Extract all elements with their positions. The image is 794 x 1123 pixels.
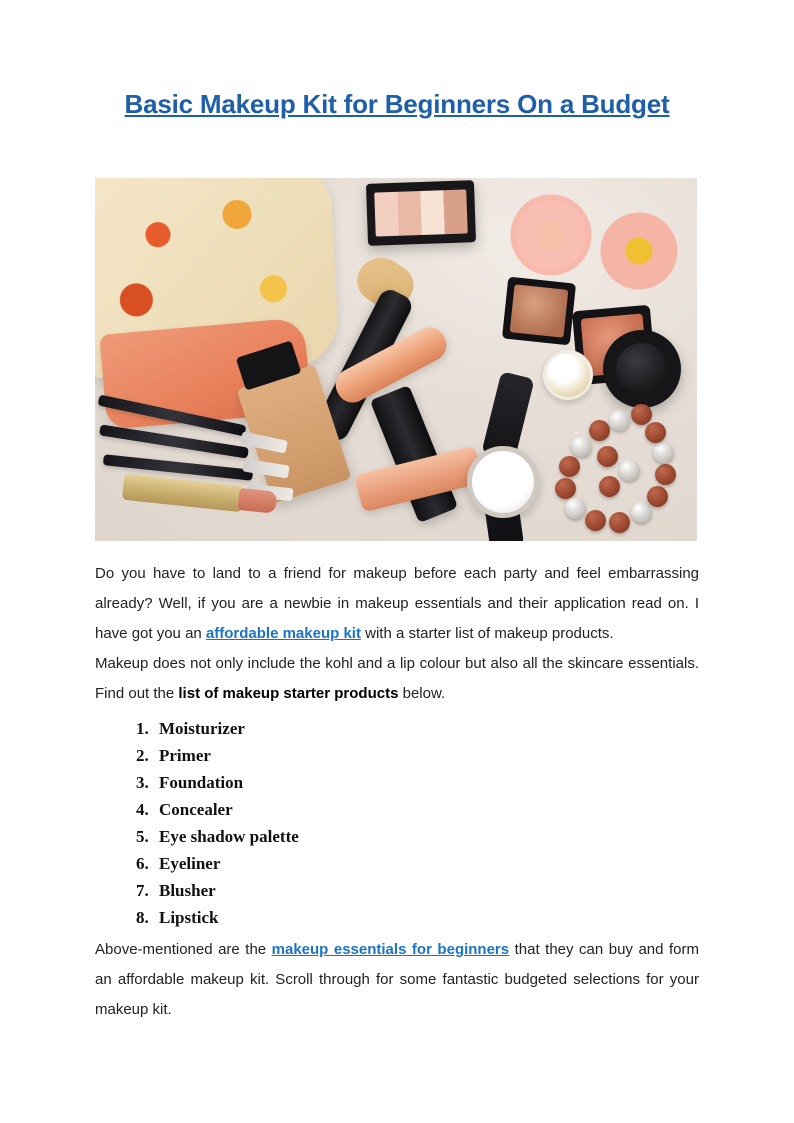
watch-face-object [467, 446, 539, 518]
list-item: 3. Foundation [153, 769, 699, 796]
bead-bracelet-object [535, 402, 685, 532]
closing-paragraph [95, 935, 699, 1025]
list-item: 2. Primer [153, 742, 699, 769]
flower-object [589, 208, 689, 294]
compact-mirror-object [603, 330, 681, 408]
closing-text-part-1: Above-mentioned are the [95, 941, 272, 958]
starter-products-emphasis: list of makeup starter products [178, 685, 399, 702]
makeup-essentials-list [95, 715, 699, 931]
page-title: Basic Makeup Kit for Beginners On a Budget [124, 89, 670, 119]
second-text-part-1: Makeup does not only include the kohl and a lip colour but also all the skincare essentials. Find out the [95, 655, 699, 702]
affordable-makeup-kit-link[interactable]: affordable makeup kit [205, 625, 361, 642]
intro-text-part-2: with a starter list of makeup products. [360, 625, 614, 642]
eyeshadow-pan-object [502, 277, 576, 346]
list-item: 8. Lipstick [153, 904, 699, 931]
hero-image [95, 178, 697, 541]
document-content [95, 88, 699, 1025]
flower-object [499, 192, 603, 278]
makeup-essentials-for-beginners-link[interactable]: makeup essentials for beginners [271, 941, 510, 958]
list-item: 6. Eyeliner [153, 850, 699, 877]
closing-text-part-2: that they can buy and form an affordable makeup kit. Scroll through for some fantastic budgeted selections for your makeup kit. [95, 941, 699, 1018]
list-item: 1. Moisturizer [153, 715, 699, 742]
list-item: 5. Eye shadow palette [153, 823, 699, 850]
second-paragraph [95, 649, 699, 709]
intro-paragraph [95, 559, 699, 649]
cosmetic-jar-object [543, 350, 593, 400]
list-item: 4. Concealer [153, 796, 699, 823]
list-item: 7. Blusher [153, 877, 699, 904]
second-text-part-2: below. [398, 685, 446, 702]
eyeshadow-quad-palette-object [366, 180, 476, 246]
intro-text-part-1: Do you have to land to a friend for makeup before each party and feel embarrassing already? Well, if you are a newbie in makeup essentials and their application read on. I have got you an [95, 565, 699, 642]
